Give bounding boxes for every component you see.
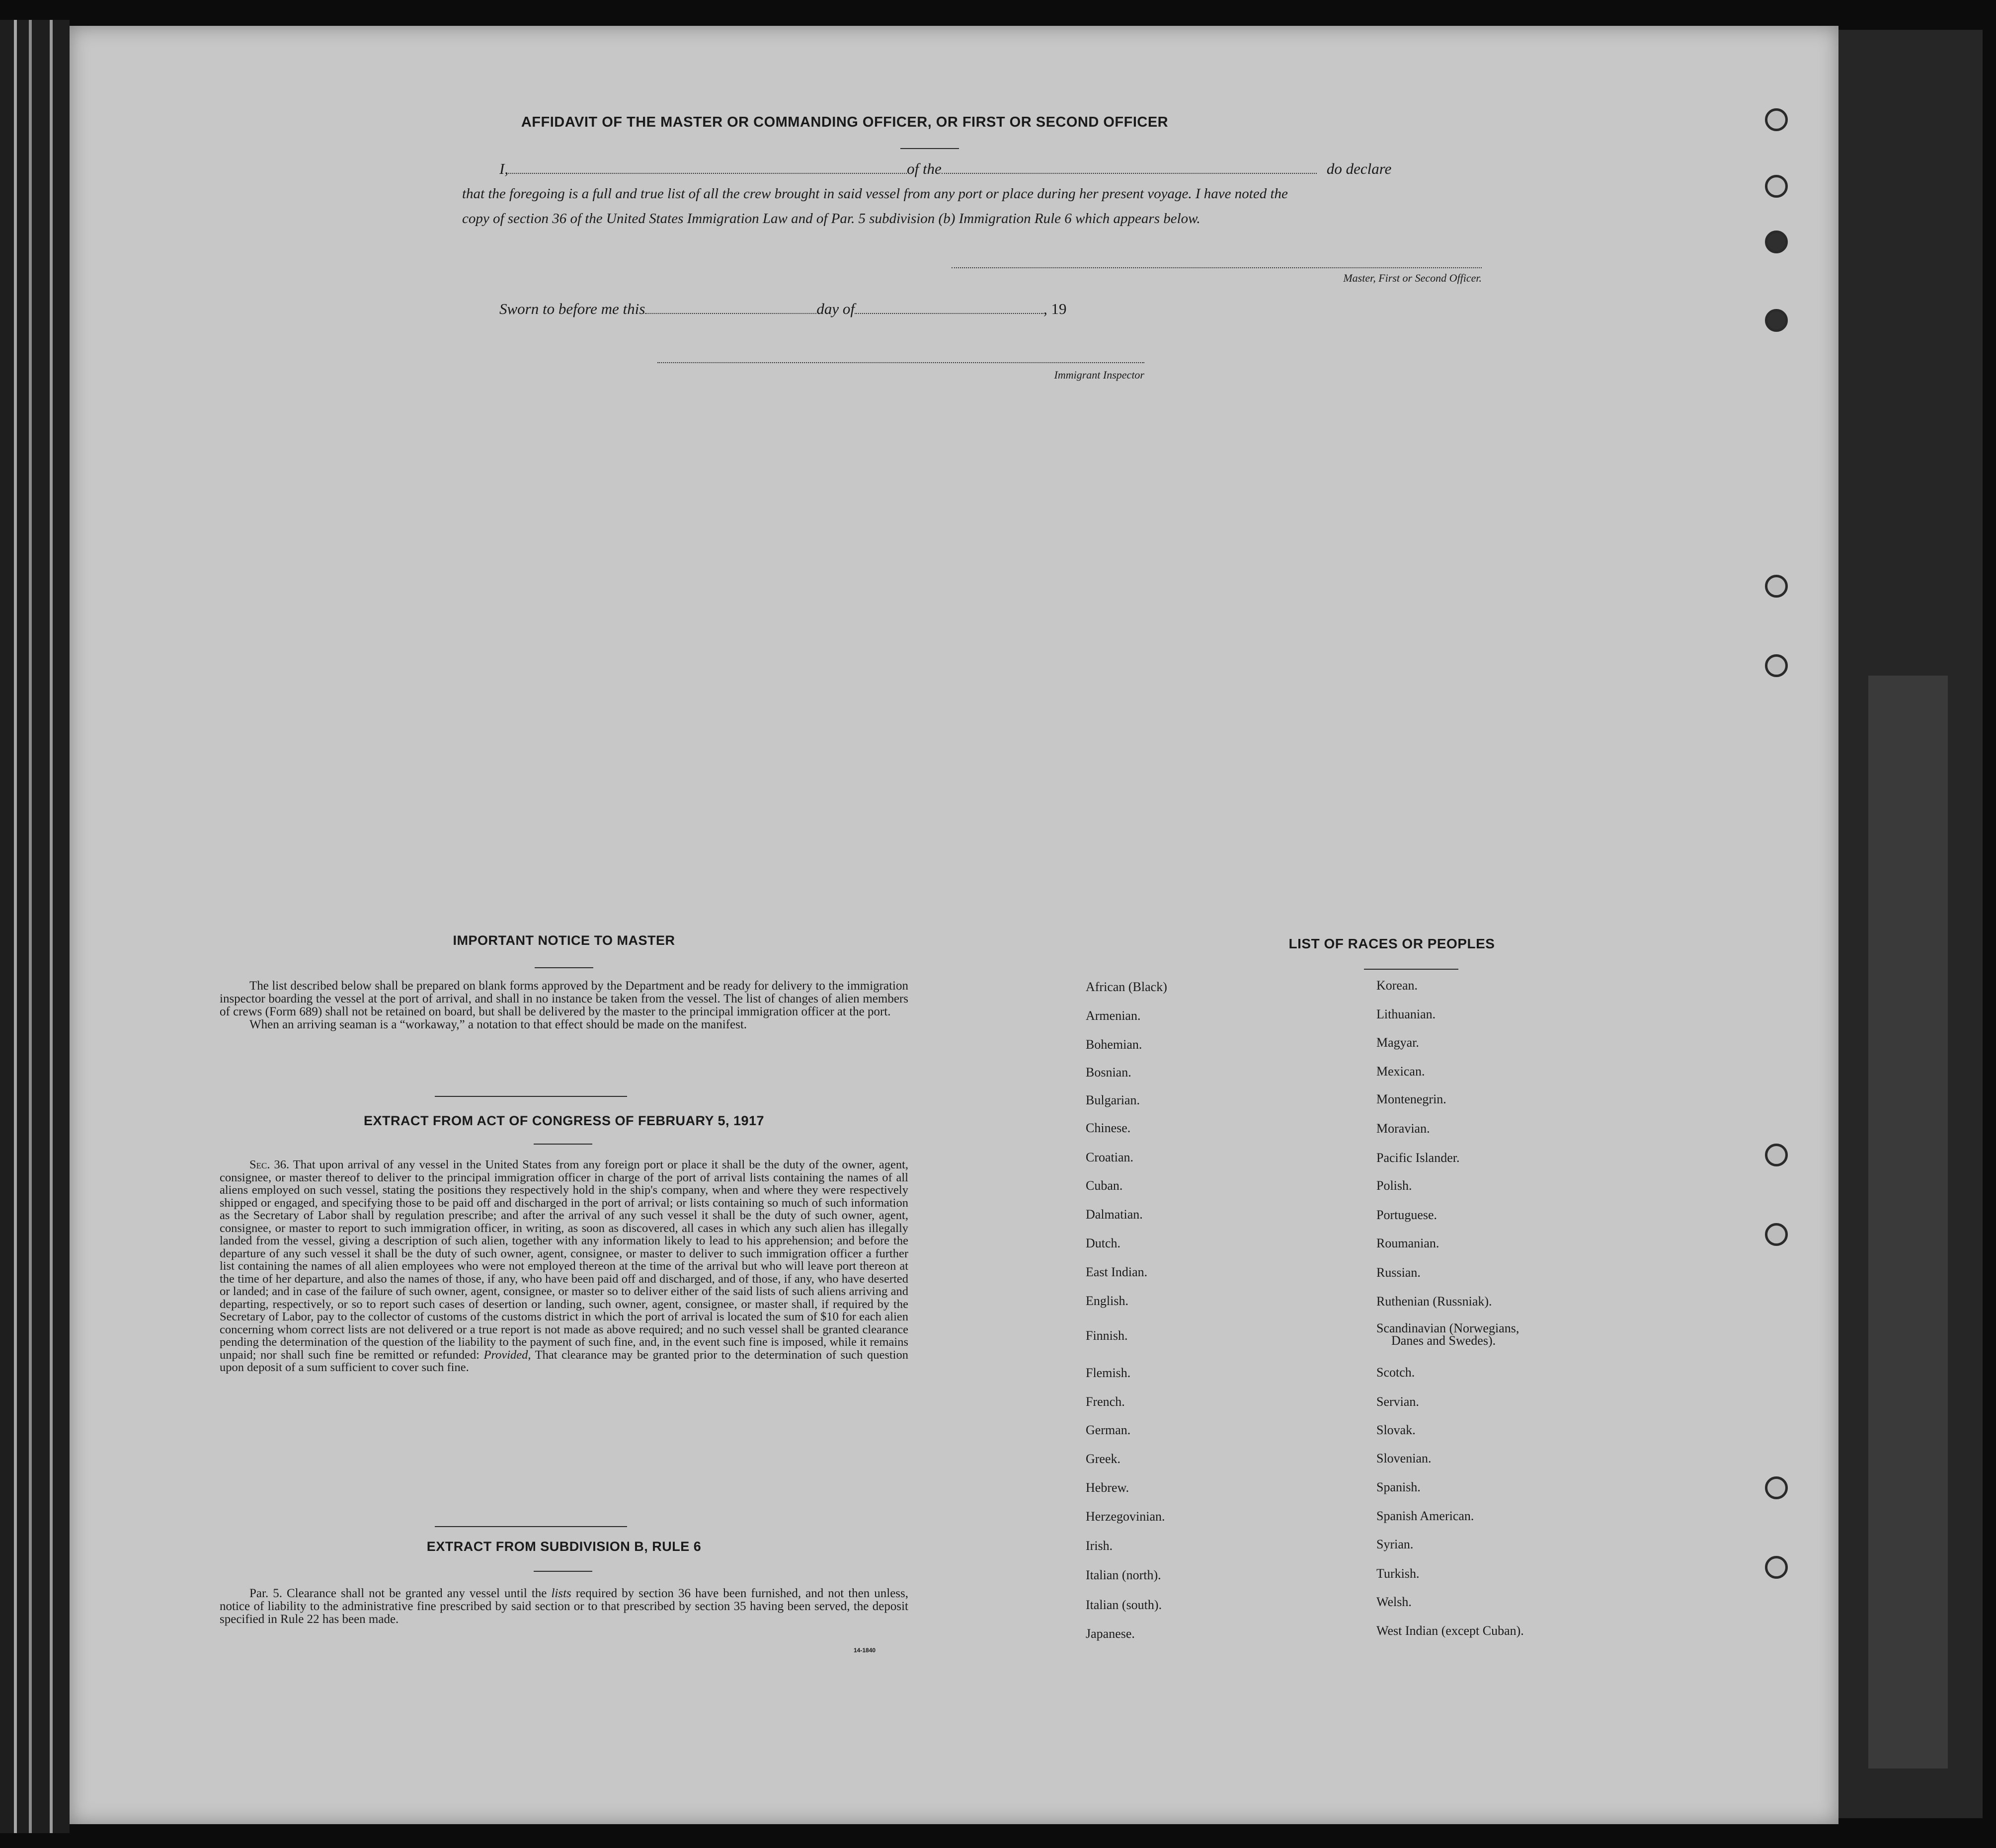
race-item: Slovak. (1376, 1423, 1416, 1437)
race-item: Spanish. (1376, 1480, 1421, 1494)
act-title: EXTRACT FROM ACT OF CONGRESS OF FEBRUARY 5, 1917 (363, 1113, 765, 1128)
race-item: Bulgarian. (1086, 1093, 1140, 1107)
races-title: LIST OF RACES OR PEOPLES (1288, 936, 1495, 951)
inspector-caption: Immigrant Inspector (1054, 369, 1144, 381)
race-item: Mexican. (1376, 1064, 1425, 1078)
race-item: Hebrew. (1086, 1480, 1129, 1495)
race-item: Flemish. (1086, 1366, 1131, 1380)
race-item: Welsh. (1376, 1595, 1412, 1609)
race-item: Croatian. (1086, 1150, 1134, 1164)
race-item: Russian. (1376, 1265, 1421, 1280)
binding-edge (0, 20, 70, 1833)
punch-hole (1765, 1476, 1788, 1499)
punch-hole (1765, 108, 1788, 131)
sworn-line: Sworn to before me this day of , 19 (499, 300, 1067, 317)
race-item: Greek. (1086, 1452, 1121, 1466)
race-item: English. (1086, 1294, 1128, 1308)
race-item: Polish. (1376, 1178, 1412, 1193)
rule-text: Par. 5. Clearance shall not be granted any vessel until the lists required by section 36 have been furnished, and not then unless, notice of liability to the administrative fine prescribed by said section or to that prescribed by section 35 having been served, the deposit specified in Rule 22 has been made. (220, 1587, 909, 1626)
race-item: German. (1086, 1423, 1131, 1437)
race-item: Chinese. (1086, 1121, 1131, 1135)
race-item: Irish. (1086, 1539, 1113, 1553)
punch-hole (1765, 175, 1788, 198)
race-item: Scotch. (1376, 1365, 1415, 1380)
affidavit-line1: I, of the do declare (499, 160, 1392, 177)
race-item: Armenian. (1086, 1008, 1141, 1023)
race-item: West Indian (except Cuban). (1376, 1623, 1524, 1638)
race-item: Turkish. (1376, 1566, 1420, 1581)
master-signature-caption: Master, First or Second Officer. (1343, 272, 1482, 284)
master-signature-line[interactable] (952, 267, 1482, 268)
punch-hole (1765, 1223, 1788, 1246)
race-item: Spanish American. (1376, 1509, 1474, 1523)
punch-hole (1765, 1144, 1788, 1166)
backing-sheet (1838, 30, 1983, 1818)
race-item: Korean. (1376, 978, 1418, 993)
race-item: Slovenian. (1376, 1451, 1432, 1465)
rule-title: EXTRACT FROM SUBDIVISION B, RULE 6 (426, 1539, 702, 1554)
race-item: Magyar. (1376, 1035, 1419, 1050)
race-item: Pacific Islander. (1376, 1151, 1460, 1165)
race-item: Moravian. (1376, 1121, 1430, 1136)
race-item: Montenegrin. (1376, 1092, 1446, 1106)
race-item: Dalmatian. (1086, 1207, 1143, 1222)
race-item: Bosnian. (1086, 1065, 1131, 1079)
affidavit-line3: copy of section 36 of the United States Immigration Law and of Par. 5 subdivision (b) Immigration Rule 6 which appears below. (462, 211, 1200, 227)
race-item: Herzegovinian. (1086, 1509, 1165, 1524)
race-item: Ruthenian (Russniak). (1376, 1294, 1492, 1309)
punch-hole (1765, 575, 1788, 598)
race-item: Italian (south). (1086, 1598, 1162, 1612)
race-item: Danes and Swedes). (1391, 1333, 1496, 1348)
race-item: Finnish. (1086, 1328, 1128, 1343)
race-item: Roumanian. (1376, 1236, 1439, 1250)
race-item: Dutch. (1086, 1236, 1121, 1250)
punch-hole (1765, 231, 1788, 253)
form-page (70, 26, 1838, 1824)
race-item: Italian (north). (1086, 1568, 1161, 1582)
race-item: Syrian. (1376, 1537, 1414, 1551)
punch-hole (1765, 1556, 1788, 1579)
race-item: Scandinavian (Norwegians, (1376, 1321, 1519, 1335)
punch-hole (1765, 654, 1788, 677)
act-text: Sec. 36. That upon arrival of any vessel in the United States from any foreign port or place it shall be the duty of the owner, agent, consignee, or master thereof to deliver to the principal immigration officer in charge of the port of arrival lists containing the names of all aliens employed on such vessel, stating the positions they respectively hold in the ship's company, when and where they were respectively shipped or engaged, and specifying those to be paid off and discharged in the port of arrival; or lists containing so much of such information as the Secretary of Labor shall by regulation prescribe; and after the arrival of any such vessel it shall be the duty of such owner, agent, consignee, or master to report to such immigration officer, in writing, as soon as discovered, all cases in which any such alien has illegally landed from the vessel, giving a description of such alien, together with any information likely to lead to his apprehension; and before the departure of any such vessel it shall be the duty of such owner, agent, consignee, or master to deliver to such immigration officer a further list containing the names of all alien employees who were not employed thereon at the time of the arrival but who will leave port thereon at the time of her departure, and also the names of those, if any, who have been paid off and discharged, and of those, if any, who have deserted or landed; and in case of the failure of such owner, agent, consignee, or master so to deliver either of the said lists of such aliens arriving and departing, respectively, or so to report such cases of desertion or landing, such owner, agent, consignee, or master shall, if required by the Secretary of Labor, pay to the collector of customs of the customs district in which the port of arrival is located the sum of $10 for each alien concerning whom correct lists are not delivered or a true report is not made as above required; and no such vessel shall be granted clearance pending the determination of the question of the liability to the payment of such fine, and, in the event such fine is imposed, while it remains unpaid; nor shall such fine be remitted or refunded: Provided, That clearance may be granted prior to the determination of such question upon deposit of a sum sufficient to cover such fine. (220, 1158, 908, 1374)
notice-text: The list described below shall be prepared on blank forms approved by the Department and be ready for delivery to the immigration inspector boarding the vessel at the port of arrival, and shall in no instance be taken from the vessel. The list of changes of alien members of crews (Form 689) shall not be retained on board, but shall be delivered by the master to the principal immigration officer at the port. When an arriving seaman is a “workaway,” a notation to that effect should be made on the manifest. (220, 979, 908, 1031)
race-item: Cuban. (1086, 1178, 1123, 1193)
punch-hole (1765, 309, 1788, 332)
affidavit-title: AFFIDAVIT OF THE MASTER OR COMMANDING OFFICER, OR FIRST OR SECOND OFFICER (521, 114, 1169, 130)
affidavit-line2: that the foregoing is a full and true list of all the crew brought in said vessel from any port or place during her present voyage. I have noted the (462, 186, 1288, 202)
race-item: Lithuanian. (1376, 1007, 1436, 1021)
race-item: Bohemian. (1086, 1037, 1142, 1052)
race-item: East Indian. (1086, 1265, 1148, 1279)
race-item: French. (1086, 1394, 1125, 1409)
notice-title: IMPORTANT NOTICE TO MASTER (453, 933, 675, 948)
race-item: Servian. (1376, 1394, 1419, 1409)
form-number: 14-1840 (854, 1647, 876, 1654)
inspector-signature-line[interactable] (657, 362, 1144, 363)
race-item: Japanese. (1086, 1626, 1135, 1641)
race-item: Portuguese. (1376, 1208, 1437, 1222)
race-item: African (Black) (1086, 980, 1167, 994)
